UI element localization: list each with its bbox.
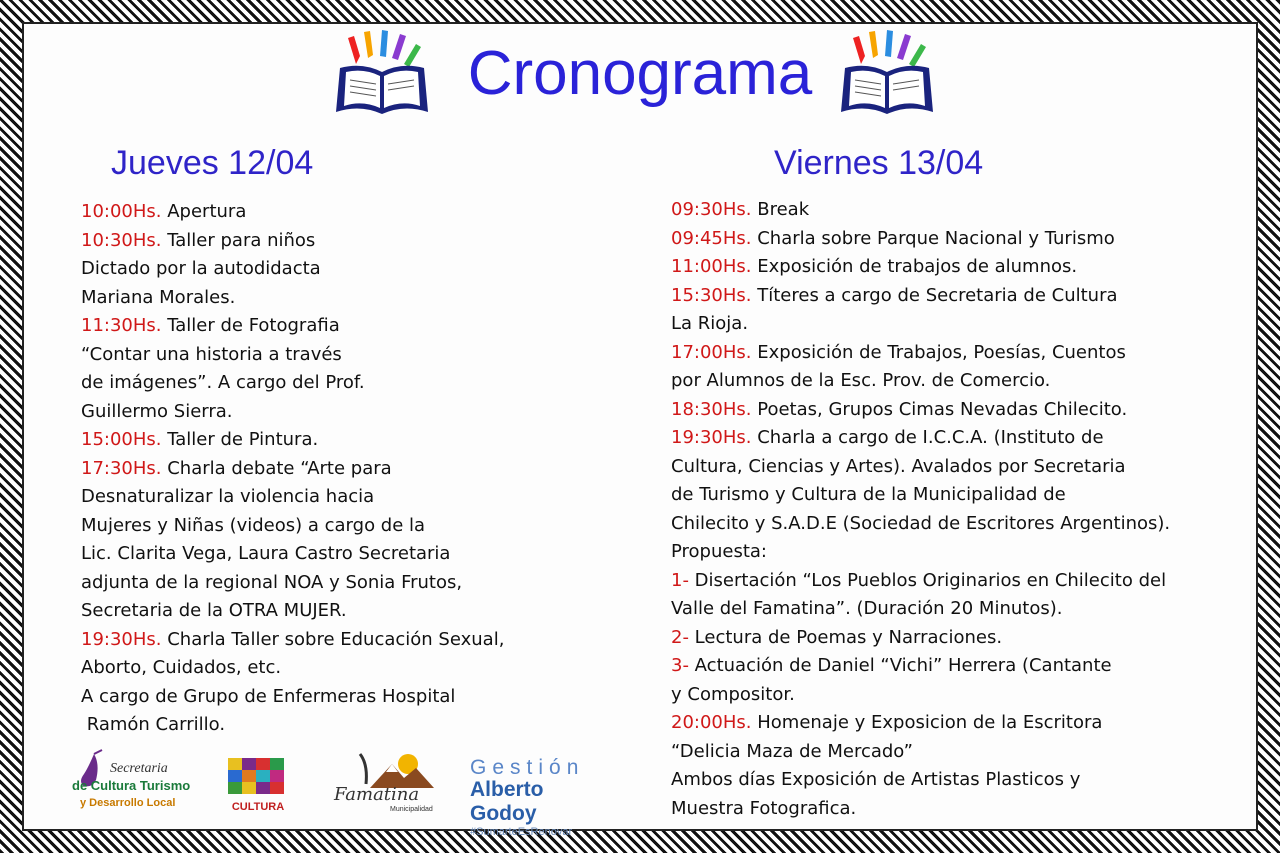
schedule-line [81, 512, 504, 541]
schedule-line [81, 284, 504, 313]
friday-schedule [671, 196, 1170, 823]
gestion-line1: Gestión [470, 756, 585, 779]
gestion-logo [470, 756, 600, 838]
line-text: Propuesta: [671, 541, 767, 562]
schedule-line [671, 766, 1170, 795]
time-label: 19:30Hs. [671, 427, 752, 448]
schedule-line [671, 738, 1170, 767]
cultura-logo [222, 756, 294, 814]
line-text: Dictado por la autodidacta [81, 258, 321, 279]
time-label: 15:30Hs. [671, 284, 752, 306]
schedule-line [671, 538, 1170, 567]
time-label: 2- [671, 626, 689, 648]
schedule-line [81, 198, 504, 227]
line-text: Apertura [161, 201, 247, 222]
schedule-line [671, 595, 1170, 624]
line-text: Charla sobre Parque Nacional y Turismo [751, 227, 1115, 249]
gestion-line3: #SumarteEsRenovar [470, 826, 573, 838]
time-label: 20:00Hs. [671, 712, 752, 733]
schedule-line [671, 225, 1170, 254]
line-text: Secretaria de la OTRA MUJER. [81, 600, 347, 621]
thursday-schedule [81, 198, 504, 740]
line-text: Charla Taller sobre Educación Sexual, [161, 628, 505, 650]
schedule-line [81, 654, 504, 683]
schedule-line [671, 481, 1170, 510]
line-text: Mujeres y Niñas (videos) a cargo de la [81, 514, 426, 536]
line-text: Muestra Fotografica. [671, 797, 857, 819]
time-label: 09:30Hs. [671, 199, 752, 220]
schedule-line [81, 426, 504, 455]
time-label: 11:00Hs. [671, 256, 752, 277]
line-text: Charla debate “Arte para [161, 457, 392, 479]
famatina-logo [330, 748, 440, 814]
schedule-line [81, 312, 504, 341]
schedule-line [81, 227, 504, 256]
schedule-line [671, 367, 1170, 396]
secretaria-cultura-logo [72, 748, 192, 812]
gestion-line2: Alberto Godoy [470, 778, 544, 825]
page-title: Cronograma [467, 39, 813, 108]
schedule-line [671, 453, 1170, 482]
line-text: Valle del Famatina”. (Duración 20 Minutos). [671, 598, 1063, 619]
line-text: Aborto, Cuidados, etc. [81, 657, 282, 678]
time-label: 17:30Hs. [81, 457, 162, 479]
line-text: Ambos días Exposición de Artistas Plasticos y [671, 769, 1081, 790]
friday-heading: Viernes 13/04 [774, 144, 984, 182]
secretaria-line3: y Desarrollo Local [80, 797, 176, 809]
time-label: 10:00Hs. [81, 201, 162, 222]
time-label: 1- [671, 569, 689, 591]
line-text: Charla a cargo de I.C.C.A. (Instituto de [751, 427, 1104, 448]
schedule-line [671, 681, 1170, 710]
schedule-line [671, 282, 1170, 311]
schedule-line [81, 483, 504, 512]
line-text: de Turismo y Cultura de la Municipalidad de [671, 484, 1066, 505]
secretaria-line1: Secretaria [110, 761, 168, 776]
line-text: Desnaturalizar la violencia hacia [81, 486, 375, 507]
line-text: Lic. Clarita Vega, Laura Castro Secretaria [81, 543, 451, 564]
schedule-line [81, 540, 504, 569]
line-text: Exposición de Trabajos, Poesías, Cuentos [751, 341, 1126, 363]
schedule-line [81, 569, 504, 598]
line-text: A cargo de Grupo de Enfermeras Hospital [81, 685, 456, 707]
line-text: adjunta de la regional NOA y Sonia Frutos, [81, 571, 463, 593]
line-text: Exposición de trabajos de alumnos. [751, 256, 1078, 277]
schedule-line [671, 709, 1170, 738]
line-text: Break [751, 199, 810, 220]
schedule-line [671, 567, 1170, 596]
schedule-line [671, 396, 1170, 425]
schedule-line [671, 253, 1170, 282]
line-text: La Rioja. [671, 313, 749, 334]
line-text: Poetas, Grupos Cimas Nevadas Chilecito. [751, 398, 1128, 420]
line-text: Guillermo Sierra. [81, 400, 233, 422]
schedule-line [671, 339, 1170, 368]
time-label: 18:30Hs. [671, 398, 752, 420]
time-label: 09:45Hs. [671, 227, 752, 249]
schedule-line [671, 310, 1170, 339]
line-text: “Contar una historia a través [81, 343, 342, 365]
line-text: Taller de Fotografia [161, 315, 340, 336]
line-text: Cultura, Ciencias y Artes). Avalados por Secretaria [671, 455, 1126, 477]
line-text: Taller de Pintura. [161, 429, 319, 450]
time-label: 15:00Hs. [81, 429, 162, 450]
schedule-line [671, 795, 1170, 824]
time-label: 17:00Hs. [671, 341, 752, 363]
line-text: Homenaje y Exposicion de la Escritora [751, 712, 1103, 733]
line-text: y Compositor. [671, 683, 795, 705]
line-text: Disertación “Los Pueblos Originarios en Chilecito del [688, 569, 1167, 591]
schedule-line [671, 510, 1170, 539]
schedule-line [671, 424, 1170, 453]
famatina-sub: Municipalidad [390, 806, 433, 813]
line-text: Ramón Carrillo. [81, 714, 226, 735]
schedule-line [671, 196, 1170, 225]
famatina-name: Famatina [334, 784, 420, 805]
line-text: de imágenes”. A cargo del Prof. [81, 372, 365, 393]
schedule-line [81, 683, 504, 712]
line-text: Taller para niños [161, 229, 316, 251]
thursday-heading: Jueves 12/04 [111, 144, 314, 182]
line-text: Actuación de Daniel “Vichi” Herrera (Cantante [688, 655, 1112, 676]
time-label: 10:30Hs. [81, 229, 162, 251]
schedule-line [81, 398, 504, 427]
schedule-line [81, 255, 504, 284]
time-label: 3- [671, 655, 689, 676]
schedule-line [81, 455, 504, 484]
line-text: Chilecito y S.A.D.E (Sociedad de Escritores Argentinos). [671, 512, 1171, 534]
line-text: “Delicia Maza de Mercado” [671, 740, 913, 762]
line-text: Lectura de Poemas y Narraciones. [688, 626, 1003, 648]
line-text: Títeres a cargo de Secretaria de Cultura [751, 284, 1118, 306]
time-label: 19:30Hs. [81, 628, 162, 650]
schedule-line [81, 341, 504, 370]
schedule-line [81, 626, 504, 655]
schedule-line [81, 369, 504, 398]
line-text: por Alumnos de la Esc. Prov. de Comercio. [671, 370, 1051, 391]
schedule-line [671, 652, 1170, 681]
schedule-line [671, 624, 1170, 653]
cultura-label: CULTURA [231, 801, 285, 813]
schedule-line [81, 711, 504, 740]
secretaria-line2: de Cultura Turismo [72, 778, 191, 793]
time-label: 11:30Hs. [81, 315, 162, 336]
line-text: Mariana Morales. [81, 286, 236, 308]
schedule-line [81, 597, 504, 626]
